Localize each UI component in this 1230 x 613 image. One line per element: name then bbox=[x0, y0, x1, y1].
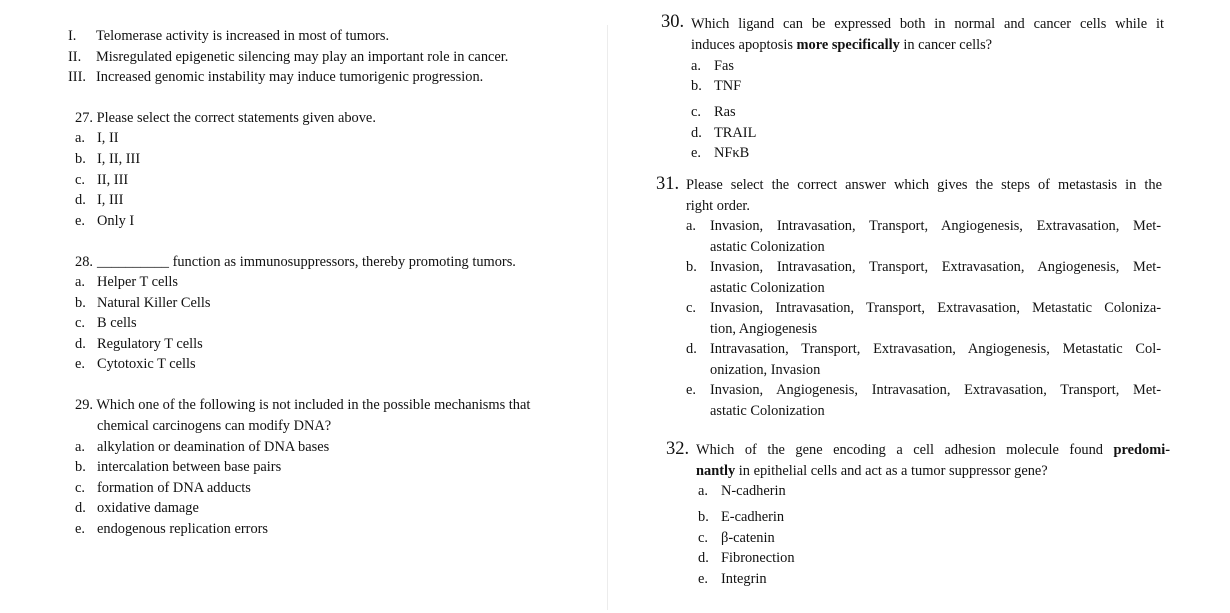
option-item[interactable]: b. Natural Killer Cells bbox=[75, 295, 211, 311]
option-item[interactable]: a. alkylation or deamination of DNA bases bbox=[75, 439, 330, 455]
statement-item: II. Misregulated epigenetic silencing may play an important role in cancer. bbox=[68, 49, 509, 65]
option-item[interactable]: d. Regulatory T cells bbox=[75, 336, 203, 352]
option-item[interactable]: b. intercalation between base pairs bbox=[75, 459, 282, 475]
option-item[interactable]: e. Only I bbox=[75, 213, 135, 229]
option-item[interactable]: b. TNF bbox=[691, 78, 742, 94]
option-item[interactable]: e. Integrin bbox=[698, 571, 767, 587]
option-item[interactable]: c. Ras bbox=[691, 104, 736, 120]
option-item[interactable]: c. B cells bbox=[75, 315, 137, 331]
question-stem-continued: right order. bbox=[686, 198, 750, 214]
statement-item: III. Increased genomic instability may induce tumorigenic progression. bbox=[68, 69, 484, 85]
option-item[interactable]: c. formation of DNA adducts bbox=[75, 480, 251, 496]
question-stem: 29. Which one of the following is not included in the possible mechanisms that bbox=[75, 397, 531, 413]
question-stem-continued: nantly in epithelial cells and act as a tumor suppressor gene? bbox=[696, 463, 1048, 479]
question-stem-continued: chemical carcinogens can modify DNA? bbox=[97, 418, 332, 434]
question-number: 31. bbox=[656, 174, 680, 194]
option-item[interactable]: b. I, II, III bbox=[75, 151, 141, 167]
option-item[interactable]: c. II, III bbox=[75, 172, 129, 188]
column-divider bbox=[607, 25, 608, 610]
question-number: 32. bbox=[666, 439, 690, 459]
option-item[interactable]: a. N-cadherin bbox=[698, 483, 786, 499]
option-item[interactable]: e. NFκB bbox=[691, 145, 750, 161]
option-item[interactable]: d. I, III bbox=[75, 192, 124, 208]
option-item[interactable]: a. Fas bbox=[691, 58, 734, 74]
option-item[interactable]: b. E-cadherin bbox=[698, 509, 785, 525]
option-item[interactable]: d. oxidative damage bbox=[75, 500, 199, 516]
question-number: 30. bbox=[661, 12, 685, 32]
option-item[interactable]: c. β-catenin bbox=[698, 530, 775, 546]
option-item[interactable]: a. Helper T cells bbox=[75, 274, 178, 290]
statement-item: I. Telomerase activity is increased in most of tumors. bbox=[68, 28, 390, 44]
question-stem: Which of the gene encoding a cell adhesion molecule found predomi- bbox=[696, 442, 1170, 458]
option-item[interactable]: d. Fibronection bbox=[698, 550, 795, 566]
question-stem: Please select the correct answer which gives the steps of metastasis in the bbox=[686, 177, 1162, 193]
question-stem: Which ligand can be expressed both in normal and cancer cells while it bbox=[691, 16, 1164, 32]
option-item[interactable]: a. I, II bbox=[75, 130, 119, 146]
question-stem-continued: induces apoptosis more specifically in cancer cells? bbox=[691, 37, 993, 53]
question-stem: 28. __________ function as immunosuppressors, thereby promoting tumors. bbox=[75, 254, 516, 270]
option-item[interactable]: e. Cytotoxic T cells bbox=[75, 356, 196, 372]
option-item[interactable]: d. TRAIL bbox=[691, 125, 757, 141]
question-stem: 27. Please select the correct statements given above. bbox=[75, 110, 376, 126]
answer-blank[interactable]: __________ bbox=[97, 254, 169, 270]
option-item[interactable]: e. endogenous replication errors bbox=[75, 521, 269, 537]
